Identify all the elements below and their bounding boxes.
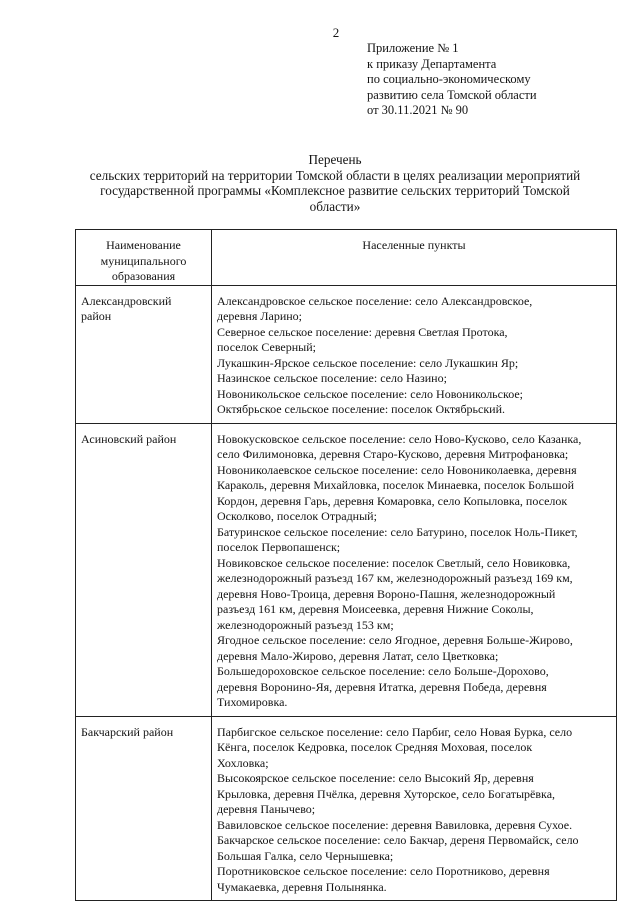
district-name-line: район	[81, 309, 112, 323]
district-name-cell	[76, 716, 212, 901]
appendix-header	[367, 41, 537, 119]
appendix-line: развитию села Томской области	[367, 87, 537, 102]
settlement-line: Кёнга, поселок Кедровка, поселок Средняя Моховая, поселок	[217, 740, 533, 754]
settlement-line: поселок Первопашенск;	[217, 540, 341, 554]
settlement-line: Высокоярское сельское поселение: село Высокий Яр, деревня	[217, 771, 534, 785]
appendix-line: к приказу Департамента	[367, 56, 497, 71]
settlements-cell	[212, 423, 617, 716]
settlement-line: Большая Галка, село Чернышевка;	[217, 848, 394, 863]
settlement-line: железнодорожный разъезд 167 км, железнодорожный разъезд 169 км,	[217, 571, 573, 585]
settlement-line: Хохловка;	[217, 755, 269, 770]
header-line: муниципального	[100, 253, 187, 268]
settlement-line: Ягодное сельское поселение: село Ягодное, деревня Больше-Жирово,	[217, 633, 573, 647]
settlement-line: деревня Ново-Троица, деревня Вороно-Пашня, железнодорожный	[217, 586, 556, 601]
title-line: области»	[309, 198, 361, 214]
settlement-line: деревня Воронино-Яя, деревня Итатка, деревня Победа, деревня	[217, 679, 547, 694]
settlements-cell	[212, 285, 617, 423]
district-name-line: Александровский	[81, 293, 172, 308]
district-name-line: Бакчарский район	[81, 724, 174, 739]
settlement-line: Новоникольское сельское поселение: село Новоникольское;	[217, 386, 524, 401]
document-title	[55, 152, 615, 214]
settlement-line: Новиковское сельское поселение: поселок Светлый, село Новиковка,	[217, 555, 571, 570]
settlement-line: Бакчарское сельское поселение: село Бакчар, дереня Первомайск, село	[217, 833, 579, 847]
settlement-line: Новониколаевское сельское поселение: село Новониколаевка, деревня	[217, 462, 577, 477]
settlements-column-header	[212, 230, 617, 286]
settlement-line: деревня Мало-Жирово, деревня Латат, село Цветковка;	[217, 648, 499, 663]
settlement-line: Назинское сельское поселение: село Назино;	[217, 371, 447, 385]
appendix-line: Приложение № 1	[367, 41, 459, 55]
appendix-line: от 30.11.2021 № 90	[367, 103, 469, 117]
district-name-line: Асиновский район	[81, 431, 177, 446]
district-name-cell	[76, 423, 212, 716]
district-name-cell	[76, 285, 212, 423]
settlement-line: Парбигское сельское поселение: село Парбиг, село Новая Бурка, село	[217, 724, 573, 739]
appendix-line: по социально-экономическому	[367, 72, 531, 86]
header-line: Наименование	[106, 238, 181, 252]
table-header-row	[76, 230, 617, 286]
table-row	[76, 285, 617, 423]
settlement-line: Батуринское сельское поселение: село Батурино, поселок Ноль-Пикет,	[217, 524, 578, 539]
settlement-line: Лукашкин-Ярское сельское поселение: село Лукашкин Яр;	[217, 355, 519, 370]
settlement-line: Вавиловское сельское поселение: деревня Вавиловка, деревня Сухое.	[217, 817, 573, 832]
settlement-line: Александровское сельское поселение: село Александровское,	[217, 293, 533, 308]
table-row	[76, 716, 617, 901]
settlement-line: Кордон, деревня Гарь, деревня Комаровка, село Копыловка, поселок	[217, 493, 568, 508]
municipality-column-header	[76, 230, 212, 286]
title-line: Перечень	[308, 152, 362, 167]
settlement-line: Чумакаевка, деревня Полынянка.	[217, 879, 387, 894]
header-line: образования	[111, 269, 176, 283]
settlement-line: деревня Панычево;	[217, 802, 316, 816]
header-line: Населенные пункты	[362, 238, 466, 252]
settlement-line: разъезд 161 км, деревня Моисеевка, деревня Нижние Соколы,	[217, 602, 534, 616]
settlement-line: село Филимоновка, деревня Старо-Кусково, деревня Митрофановка;	[217, 447, 569, 461]
settlement-line: Большедороховское сельское поселение: село Больше-Дорохово,	[217, 664, 549, 678]
settlement-line: Крыловка, деревня Пчёлка, деревня Хуторское, село Богатырёвка,	[217, 786, 556, 801]
settlement-line: Осколково, поселок Отрадный;	[217, 509, 377, 523]
title-line: сельских территорий на территории Томской области в целях реализации мероприятий	[89, 167, 581, 183]
settlement-line: Новокусковское сельское поселение: село Ново-Кусково, село Казанка,	[217, 431, 582, 446]
settlement-line: Поротниковское сельское поселение: село Поротниково, деревня	[217, 864, 550, 878]
title-line: государственной программы «Комплексное развитие сельских территорий Томской	[100, 183, 570, 199]
settlement-line: железнодорожный разъезд 153 км;	[217, 617, 394, 632]
settlement-line: Октябрьское сельское поселение: поселок Октябрьский.	[217, 402, 506, 416]
page-number: 2	[332, 25, 340, 40]
settlements-cell	[212, 716, 617, 901]
territories-table	[75, 229, 617, 901]
table-row	[76, 423, 617, 716]
settlement-line: Караколь, деревня Михайловка, поселок Минаевка, поселок Большой	[217, 478, 575, 492]
settlement-line: Тихомировка.	[217, 695, 288, 709]
settlement-line: деревня Ларино;	[217, 309, 303, 323]
settlement-line: Северное сельское поселение: деревня Светлая Протока,	[217, 324, 508, 339]
settlement-line: поселок Северный;	[217, 340, 316, 354]
